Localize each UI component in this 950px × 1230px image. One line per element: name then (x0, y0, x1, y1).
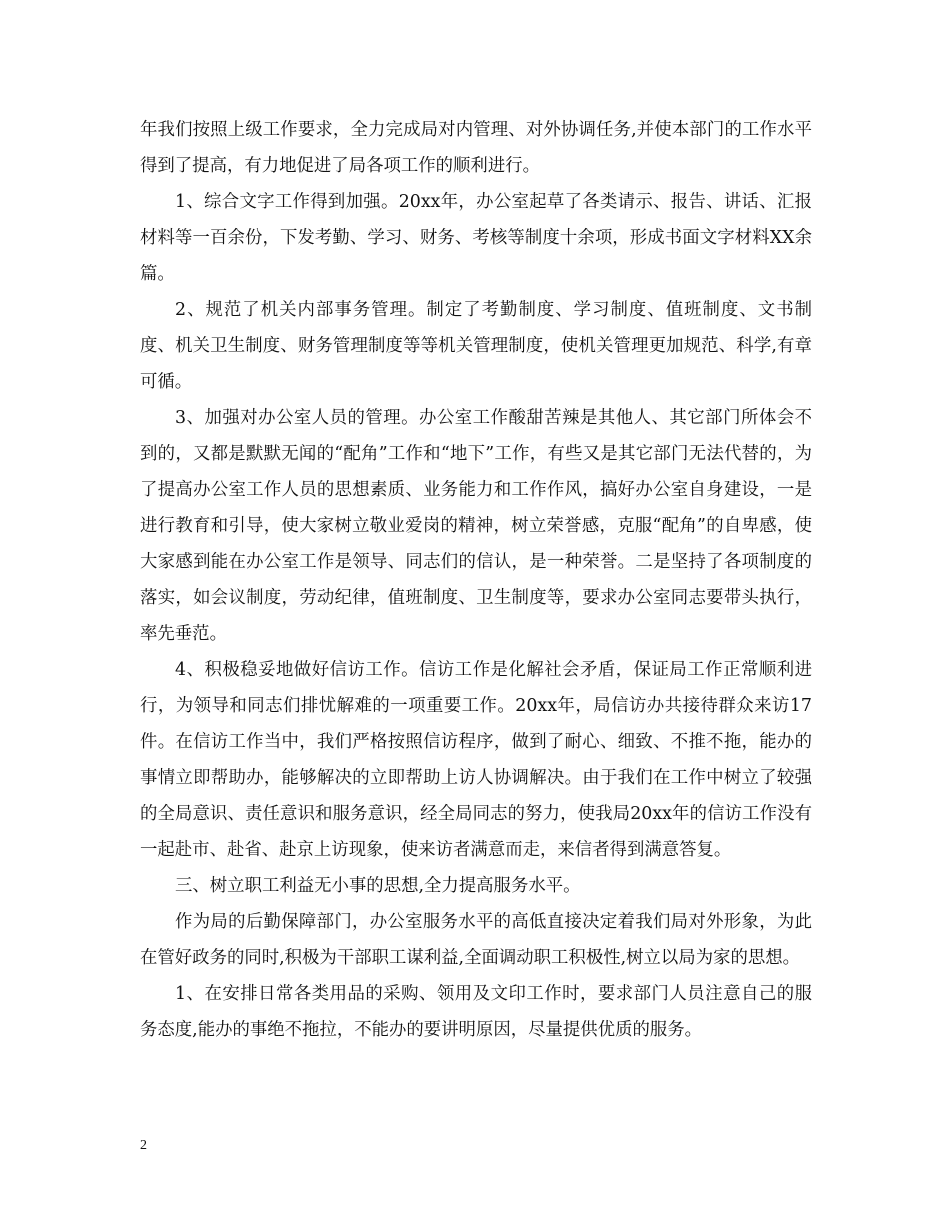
paragraph-5: 4、积极稳妥地做好信访工作。信访工作是化解社会矛盾，保证局工作正常顺利进行，为领导和同志们排忧解难的一项重要工作。20xx年，局信访办共接待群众来访17件。在信访工作当中，我们严格按照信访程序，做到了耐心、细致、不推不拖，能办的事情立即帮助办，能够解决的立即帮助上访人协调解决。由于我们在工作中树立了较强的全局意识、责任意识和服务意识，经全局同志的努力，使我局20xx年的信访工作没有一起赴市、赴省、赴京上访现象，使来访者满意而走，来信者得到满意答复。 (140, 660, 812, 860)
page-number: 2 (140, 1138, 147, 1153)
paragraph-4: 3、加强对办公室人员的管理。办公室工作酸甜苦辣是其他人、其它部门所体会不到的，又都是默默无闻的“配角”工作和“地下”工作，有些又是其它部门无法代替的，为了提高办公室工作人员的思想素质、业务能力和工作作风，搞好办公室自身建设，一是进行教育和引导，使大家树立敬业爱岗的精神，树立荣誉感，克服“配角”的自卑感，使大家感到能在办公室工作是领导、同志们的信认，是一种荣誉。二是坚持了各项制度的落实，如会议制度，劳动纪律，值班制度、卫生制度等，要求办公室同志要带头执行，率先垂范。 (140, 408, 812, 644)
paragraph-3: 2、规范了机关内部事务管理。制定了考勤制度、学习制度、值班制度、文书制度、机关卫生制度、财务管理制度等等机关管理制度，使机关管理更加规范、科学,有章可循。 (140, 300, 812, 392)
paragraph-2: 1、综合文字工作得到加强。20xx年，办公室起草了各类请示、报告、讲话、汇报材料等一百余份，下发考勤、学习、财务、考核等制度十余项，形成书面文字材料XX余篇。 (140, 192, 812, 284)
paragraph-6: 作为局的后勤保障部门，办公室服务水平的高低直接决定着我们局对外形象，为此在管好政务的同时,积极为干部职工谋利益,全面调动职工积极性,树立以局为家的思想。 (140, 912, 812, 968)
paragraph-1: 年我们按照上级工作要求，全力完成局对内管理、对外协调任务,并使本部门的工作水平得到了提高，有力地促进了局各项工作的顺利进行。 (140, 120, 812, 176)
paragraph-7: 1、在安排日常各类用品的采购、领用及文印工作时，要求部门人员注意自己的服务态度,能办的事绝不拖拉，不能办的要讲明原因，尽量提供优质的服务。 (140, 984, 812, 1040)
document-body (140, 112, 812, 1048)
section-heading-3: 三、树立职工利益无小事的思想,全力提高服务水平。 (175, 876, 581, 896)
